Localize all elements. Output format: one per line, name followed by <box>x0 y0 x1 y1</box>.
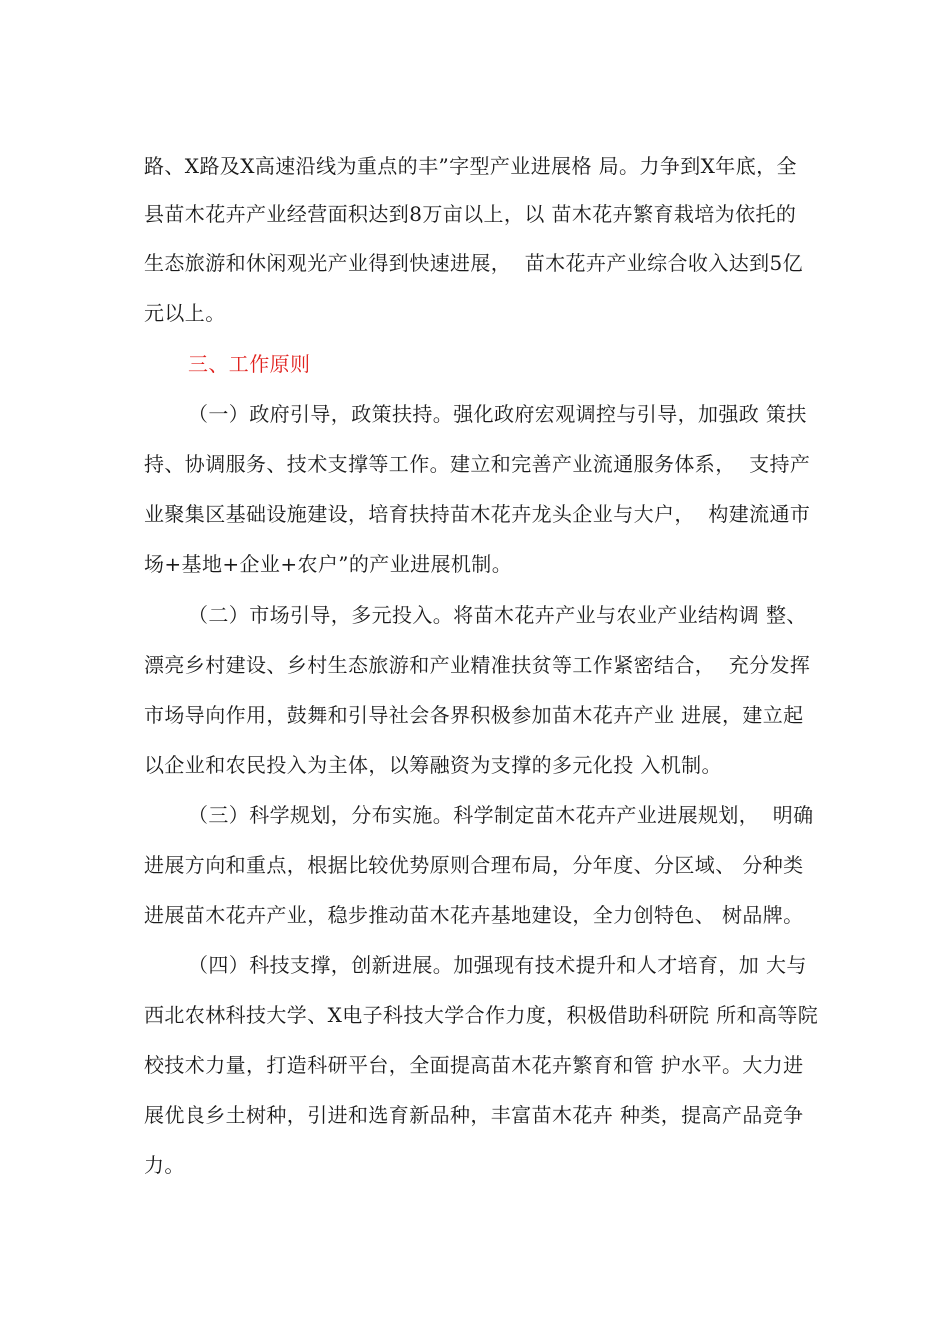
text-line: 力。 <box>144 1153 185 1177</box>
text-line: 业聚集区基础设施建设，培育扶持苗木花卉龙头企业与大户， 构建流通市 <box>144 502 811 526</box>
section-heading: 三、工作原则 <box>188 352 311 376</box>
text-line: 场+基地+企业+农户”的产业进展机制。 <box>144 552 513 576</box>
text-line: 进展苗木花卉产业，稳步推动苗木花卉基地建设，全力创特色、 树品牌。 <box>144 903 804 927</box>
text-line: 校技术力量，打造科研平台，全面提高苗木花卉繁育和管 护水平。大力进 <box>144 1053 804 1077</box>
text-line: 市场导向作用，鼓舞和引导社会各界积极参加苗木花卉产业 进展，建立起 <box>144 703 804 727</box>
paragraph-first-line: （三）科学规划，分布实施。科学制定苗木花卉产业进展规划， 明确 <box>188 803 814 827</box>
text-line: 路、X路及X高速沿线为重点的丰”字型产业进展格 局。力争到X年底，全 <box>144 154 797 178</box>
text-line: 进展方向和重点，根据比较优势原则合理布局，分年度、分区域、 分种类 <box>144 853 804 877</box>
paragraph-first-line: （二）市场引导，多元投入。将苗木花卉产业与农业产业结构调 整、 <box>188 603 807 627</box>
text-line: 西北农林科技大学、X电子科技大学合作力度，积极借助科研院 所和高等院 <box>144 1003 819 1027</box>
text-line: 以企业和农民投入为主体，以筹融资为支撑的多元化投 入机制。 <box>144 753 722 777</box>
paragraph-first-line: （四）科技支撑，创新进展。加强现有技术提升和人才培育，加 大与 <box>188 953 807 977</box>
text-line: 展优良乡土树种，引进和选育新品种，丰富苗木花卉 种类，提高产品竞争 <box>144 1103 804 1127</box>
text-line: 县苗木花卉产业经营面积达到8万亩以上，以 苗木花卉繁育栽培为依托的 <box>144 202 797 226</box>
paragraph-first-line: （一）政府引导，政策扶持。强化政府宏观调控与引导，加强政 策扶 <box>188 402 807 426</box>
text-line: 元以上。 <box>144 301 226 325</box>
text-line: 生态旅游和休闲观光产业得到快速进展， 苗木花卉产业综合收入达到5亿 <box>144 251 804 275</box>
text-line: 漂亮乡村建设、乡村生态旅游和产业精准扶贫等工作紧密结合， 充分发挥 <box>144 653 811 677</box>
text-line: 持、协调服务、技术支撑等工作。建立和完善产业流通服务体系， 支持产 <box>144 452 811 476</box>
